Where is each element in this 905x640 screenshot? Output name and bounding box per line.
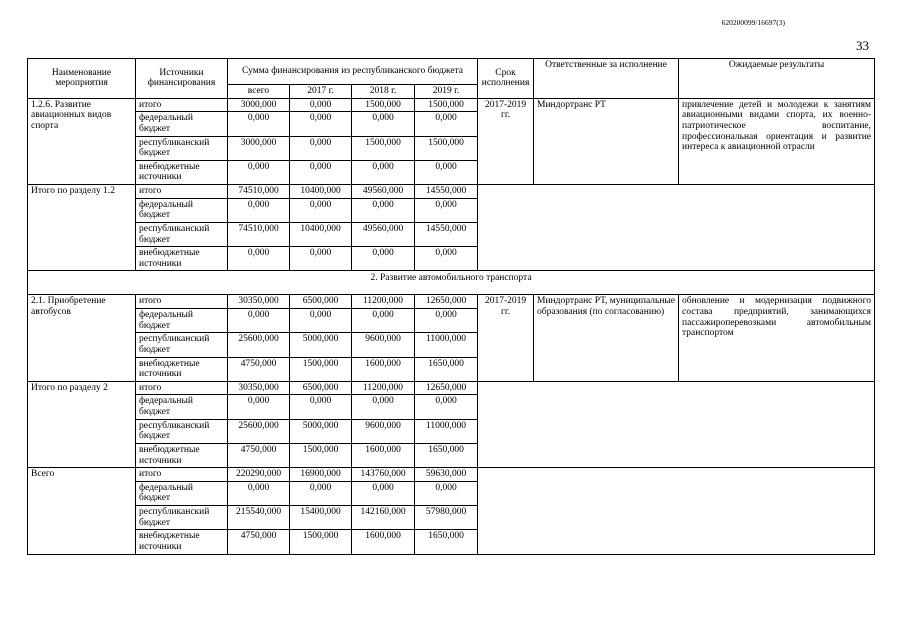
- amount-total: 3000,000: [228, 98, 290, 112]
- results-cell: привлечение детей и молодежи к занятиям авиационными видами спорта, их военно-патриотическое воспитание, профессиональная ориентация и развитие интереса к авиационной отрасли: [679, 98, 875, 184]
- amount-y2018: 0,000: [352, 395, 415, 419]
- amount-y2017: 15400,000: [290, 506, 352, 530]
- source-cell: федеральный бюджет: [136, 112, 228, 136]
- amount-y2019: 0,000: [415, 481, 478, 505]
- amount-y2018: 1600,000: [352, 357, 415, 381]
- amount-total: 220290,000: [228, 468, 290, 482]
- source-cell: республиканский бюджет: [136, 222, 228, 246]
- amount-y2019: 1650,000: [415, 357, 478, 381]
- page-number: 33: [856, 38, 869, 53]
- amount-y2019: 1500,000: [415, 98, 478, 112]
- amount-y2017: 10400,000: [290, 185, 352, 199]
- amount-y2017: 0,000: [290, 395, 352, 419]
- responsible-cell: Миндортранс РТ, муниципальные образования (по согласованию): [534, 295, 679, 381]
- amount-total: 0,000: [228, 112, 290, 136]
- amount-y2019: 11000,000: [415, 333, 478, 357]
- table-body: [28, 98, 875, 554]
- header-sources: Источники финансирования: [136, 59, 228, 99]
- amount-y2019: 14550,000: [415, 185, 478, 199]
- amount-y2017: 10400,000: [290, 222, 352, 246]
- section-row: [28, 271, 875, 295]
- source-cell: республиканский бюджет: [136, 136, 228, 160]
- source-cell: федеральный бюджет: [136, 481, 228, 505]
- header-2017: 2017 г.: [290, 85, 352, 99]
- amount-y2018: 49560,000: [352, 185, 415, 199]
- amount-total: 0,000: [228, 309, 290, 333]
- amount-y2018: 9600,000: [352, 419, 415, 443]
- amount-y2017: 0,000: [290, 112, 352, 136]
- amount-y2018: 49560,000: [352, 222, 415, 246]
- amount-total: 30350,000: [228, 381, 290, 395]
- amount-y2017: 0,000: [290, 160, 352, 184]
- amount-y2017: 16900,000: [290, 468, 352, 482]
- amount-total: 3000,000: [228, 136, 290, 160]
- header-funding: Сумма финансирования из республиканского бюджета: [228, 59, 478, 85]
- results-cell: обновление и модернизация подвижного состава предприятий, занимающихся пассажироперевозками автомобильным транспортом: [679, 295, 875, 381]
- table-row: [28, 295, 875, 309]
- amount-total: 4750,000: [228, 443, 290, 467]
- amount-y2017: 6500,000: [290, 381, 352, 395]
- table-row: [28, 468, 875, 482]
- amount-y2017: 5000,000: [290, 333, 352, 357]
- amount-y2019: 1500,000: [415, 136, 478, 160]
- amount-total: 0,000: [228, 481, 290, 505]
- amount-total: 74510,000: [228, 222, 290, 246]
- empty-cell: [478, 381, 875, 467]
- header-total: всего: [228, 85, 290, 99]
- source-cell: внебюджетные источники: [136, 357, 228, 381]
- term-cell: 2017-2019 гг.: [478, 98, 534, 184]
- table-row: [28, 98, 875, 112]
- measure-name: 2.1. Приобретение автобусов: [28, 295, 136, 381]
- amount-y2019: 12650,000: [415, 381, 478, 395]
- table-row: [28, 185, 875, 199]
- source-cell: внебюджетные источники: [136, 530, 228, 554]
- term-cell: 2017-2019 гг.: [478, 295, 534, 381]
- amount-total: 74510,000: [228, 185, 290, 199]
- source-cell: итого: [136, 295, 228, 309]
- source-cell: федеральный бюджет: [136, 198, 228, 222]
- measure-name: Итого по разделу 1.2: [28, 185, 136, 271]
- amount-y2018: 0,000: [352, 198, 415, 222]
- amount-y2018: 1500,000: [352, 98, 415, 112]
- responsible-cell: Миндортранс РТ: [534, 98, 679, 184]
- amount-y2018: 0,000: [352, 247, 415, 271]
- amount-y2017: 0,000: [290, 136, 352, 160]
- amount-y2017: 1500,000: [290, 443, 352, 467]
- source-cell: итого: [136, 468, 228, 482]
- amount-y2019: 0,000: [415, 198, 478, 222]
- amount-y2018: 1600,000: [352, 530, 415, 554]
- amount-y2019: 0,000: [415, 395, 478, 419]
- amount-total: 0,000: [228, 247, 290, 271]
- amount-y2017: 6500,000: [290, 295, 352, 309]
- amount-y2019: 1650,000: [415, 530, 478, 554]
- source-cell: федеральный бюджет: [136, 395, 228, 419]
- amount-y2019: 1650,000: [415, 443, 478, 467]
- amount-y2017: 5000,000: [290, 419, 352, 443]
- header-2018: 2018 г.: [352, 85, 415, 99]
- amount-y2019: 57980,000: [415, 506, 478, 530]
- header-term: Срок исполнения: [478, 59, 534, 99]
- source-cell: итого: [136, 185, 228, 199]
- amount-y2019: 0,000: [415, 247, 478, 271]
- amount-y2018: 11200,000: [352, 381, 415, 395]
- amount-y2017: 0,000: [290, 98, 352, 112]
- amount-y2017: 1500,000: [290, 357, 352, 381]
- source-cell: внебюджетные источники: [136, 443, 228, 467]
- amount-y2019: 59630,000: [415, 468, 478, 482]
- amount-y2019: 0,000: [415, 112, 478, 136]
- amount-total: 4750,000: [228, 357, 290, 381]
- amount-y2019: 0,000: [415, 160, 478, 184]
- measure-name: Итого по разделу 2: [28, 381, 136, 467]
- amount-y2018: 0,000: [352, 160, 415, 184]
- empty-cell: [478, 185, 875, 271]
- measure-name: 1.2.6. Развитие авиационных видов спорта: [28, 98, 136, 184]
- header-responsible: Ответственные за исполнение: [534, 59, 679, 99]
- table-row: [28, 381, 875, 395]
- amount-total: 0,000: [228, 198, 290, 222]
- amount-total: 0,000: [228, 395, 290, 419]
- amount-total: 30350,000: [228, 295, 290, 309]
- amount-y2019: 14550,000: [415, 222, 478, 246]
- amount-y2017: 0,000: [290, 481, 352, 505]
- measure-name: Всего: [28, 468, 136, 554]
- amount-y2017: 1500,000: [290, 530, 352, 554]
- amount-y2018: 143760,000: [352, 468, 415, 482]
- amount-total: 25600,000: [228, 419, 290, 443]
- section-title: 2. Развитие автомобильного транспорта: [28, 271, 875, 295]
- source-cell: внебюджетные источники: [136, 160, 228, 184]
- amount-y2019: 0,000: [415, 309, 478, 333]
- amount-total: 4750,000: [228, 530, 290, 554]
- amount-y2017: 0,000: [290, 309, 352, 333]
- financing-table: [27, 58, 875, 555]
- source-cell: внебюджетные источники: [136, 247, 228, 271]
- source-cell: республиканский бюджет: [136, 419, 228, 443]
- empty-cell: [478, 468, 875, 554]
- table-header: [28, 59, 875, 99]
- amount-y2018: 9600,000: [352, 333, 415, 357]
- source-cell: федеральный бюджет: [136, 309, 228, 333]
- source-cell: республиканский бюджет: [136, 506, 228, 530]
- amount-total: 25600,000: [228, 333, 290, 357]
- source-cell: итого: [136, 381, 228, 395]
- header-name: Наименование мероприятия: [28, 59, 136, 99]
- amount-y2018: 1600,000: [352, 443, 415, 467]
- amount-y2018: 0,000: [352, 309, 415, 333]
- source-cell: республиканский бюджет: [136, 333, 228, 357]
- amount-total: 215540,000: [228, 506, 290, 530]
- amount-y2019: 12650,000: [415, 295, 478, 309]
- amount-y2018: 1500,000: [352, 136, 415, 160]
- amount-y2017: 0,000: [290, 247, 352, 271]
- amount-y2018: 0,000: [352, 481, 415, 505]
- amount-y2018: 0,000: [352, 112, 415, 136]
- amount-y2018: 142160,000: [352, 506, 415, 530]
- amount-y2017: 0,000: [290, 198, 352, 222]
- amount-total: 0,000: [228, 160, 290, 184]
- document-code: 620200099/16697(3): [721, 18, 785, 27]
- amount-y2019: 11000,000: [415, 419, 478, 443]
- amount-y2018: 11200,000: [352, 295, 415, 309]
- header-results: Ожидаемые результаты: [679, 59, 875, 99]
- source-cell: итого: [136, 98, 228, 112]
- header-2019: 2019 г.: [415, 85, 478, 99]
